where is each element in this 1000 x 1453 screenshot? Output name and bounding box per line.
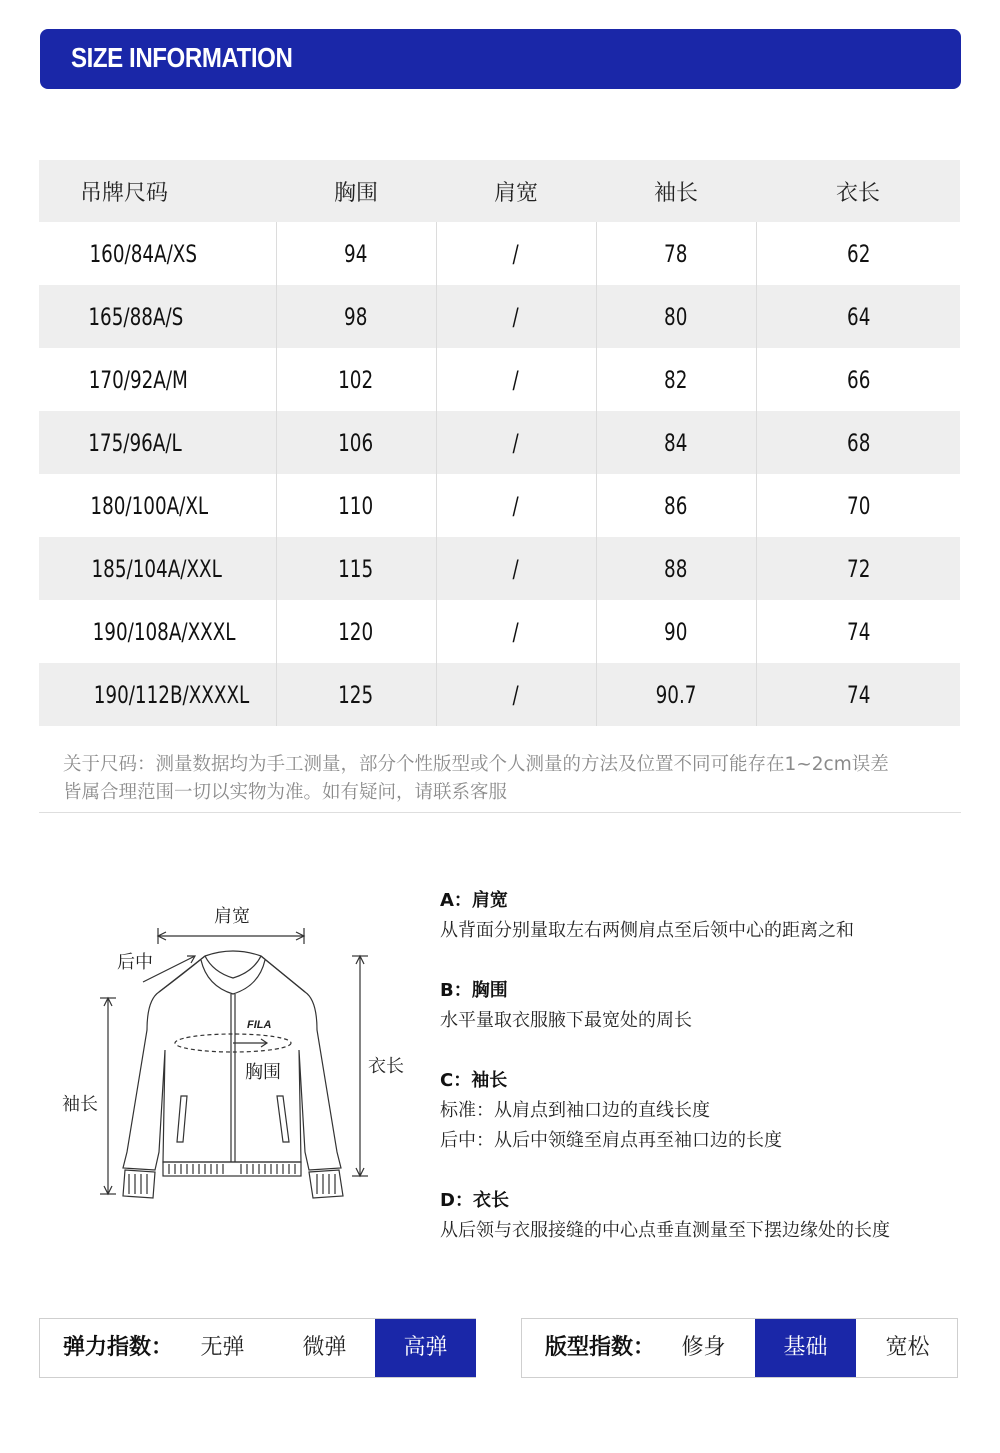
measurement-definitions [440, 886, 980, 1276]
measurement-note [63, 751, 963, 807]
fit-option-slim: 修身 [681, 1335, 726, 1360]
table-row [39, 537, 960, 600]
cell-sleeve: 88 [596, 537, 756, 600]
label-back-center: 后中 [117, 952, 153, 973]
label-length: 衣长 [368, 1056, 404, 1077]
fit-index [521, 1318, 958, 1378]
definition-heading: B：胸围 [440, 980, 508, 1001]
cell-size: 190/112B/XXXXL [39, 663, 276, 726]
definition-sleeve [440, 1066, 980, 1156]
definition-text: 从背面分别量取左右两侧肩点至后领中心的距离之和 [440, 920, 854, 941]
cell-length: 70 [756, 474, 960, 537]
cell-length: 62 [756, 222, 960, 285]
cell-length: 68 [756, 411, 960, 474]
cell-shoulder: / [436, 348, 596, 411]
cell-shoulder: / [436, 411, 596, 474]
cell-length: 74 [756, 663, 960, 726]
definition-length [440, 1186, 980, 1246]
label-chest: 胸围 [245, 1062, 281, 1083]
cell-size: 175/96A/L [39, 411, 276, 474]
table-row [39, 348, 960, 411]
header-shoulder: 肩宽 [436, 160, 596, 222]
definition-heading: A：肩宽 [440, 890, 508, 911]
table-row [39, 411, 960, 474]
header-length: 衣长 [756, 160, 960, 222]
table-row [39, 600, 960, 663]
cell-length: 66 [756, 348, 960, 411]
definition-heading: C：袖长 [440, 1070, 508, 1091]
cell-sleeve: 90.7 [596, 663, 756, 726]
table-header-row [39, 160, 960, 222]
divider [39, 812, 961, 813]
cell-size: 170/92A/M [88, 365, 188, 394]
table-row [39, 285, 960, 348]
definition-text: 标准：从肩点到袖口边的直线长度 [440, 1100, 710, 1121]
cell-chest: 102 [276, 348, 436, 411]
header-sleeve: 袖长 [596, 160, 756, 222]
cell-sleeve: 90 [596, 600, 756, 663]
cell-chest: 125 [276, 663, 436, 726]
cell-length: 72 [756, 537, 960, 600]
size-table [39, 160, 960, 726]
cell-chest: 120 [276, 600, 436, 663]
elasticity-option-none: 无弹 [200, 1335, 245, 1360]
size-info-banner [40, 29, 961, 89]
cell-shoulder: / [436, 663, 596, 726]
cell-size: 190/108A/XXXL [92, 617, 236, 646]
definition-text: 后中：从后中领缝至肩点再至袖口边的长度 [440, 1130, 782, 1151]
cell-chest: 110 [276, 474, 436, 537]
elasticity-index [39, 1318, 476, 1378]
table-row [39, 222, 960, 285]
elasticity-option-slight: 微弹 [302, 1335, 347, 1360]
elasticity-option-high: 高弹 [375, 1319, 476, 1377]
table-row [39, 663, 960, 726]
note-line-2: 皆属合理范围一切以实物为准。如有疑问，请联系客服 [63, 782, 508, 803]
label-shoulder: 肩宽 [214, 906, 250, 927]
brand-logo: FILA [247, 1019, 272, 1031]
cell-shoulder: / [436, 474, 596, 537]
cell-chest: 115 [276, 537, 436, 600]
cell-length: 64 [756, 285, 960, 348]
header-chest: 胸围 [276, 160, 436, 222]
cell-size: 185/104A/XXL [39, 537, 276, 600]
jacket-illustration [55, 890, 425, 1210]
cell-size: 160/84A/XS [89, 239, 198, 268]
cell-chest: 94 [276, 222, 436, 285]
definition-shoulder [440, 886, 980, 946]
cell-shoulder: / [436, 285, 596, 348]
label-sleeve: 袖长 [62, 1094, 98, 1115]
cell-size: 180/100A/XL [90, 491, 209, 520]
cell-sleeve: 80 [596, 285, 756, 348]
definition-text: 水平量取衣服腋下最宽处的周长 [440, 1010, 692, 1031]
definition-chest [440, 976, 980, 1036]
cell-length: 74 [756, 600, 960, 663]
fit-option-regular: 基础 [755, 1319, 856, 1377]
cell-chest: 106 [276, 411, 436, 474]
definition-text: 从后领与衣服接缝的中心点垂直测量至下摆边缘处的长度 [440, 1220, 890, 1241]
cell-sleeve: 78 [596, 222, 756, 285]
banner-title: SIZE INFORMATION [71, 42, 293, 73]
table-row [39, 474, 960, 537]
cell-shoulder: / [436, 537, 596, 600]
cell-shoulder: / [436, 222, 596, 285]
cell-sleeve: 86 [596, 474, 756, 537]
note-line-1: 关于尺码：测量数据均为手工测量，部分个性版型或个人测量的方法及位置不同可能存在1~2cm误差 [63, 754, 889, 775]
cell-size: 165/88A/S [39, 285, 276, 348]
cell-sleeve: 82 [596, 348, 756, 411]
definition-heading: D：衣长 [440, 1190, 509, 1211]
cell-chest: 98 [276, 285, 436, 348]
header-tag-size: 吊牌尺码 [39, 160, 276, 222]
cell-sleeve: 84 [596, 411, 756, 474]
elasticity-title: 弹力指数： [63, 1335, 174, 1360]
fit-option-loose: 宽松 [885, 1335, 930, 1360]
cell-shoulder: / [436, 600, 596, 663]
fit-title: 版型指数： [545, 1335, 656, 1360]
jacket-diagram [55, 890, 425, 1210]
